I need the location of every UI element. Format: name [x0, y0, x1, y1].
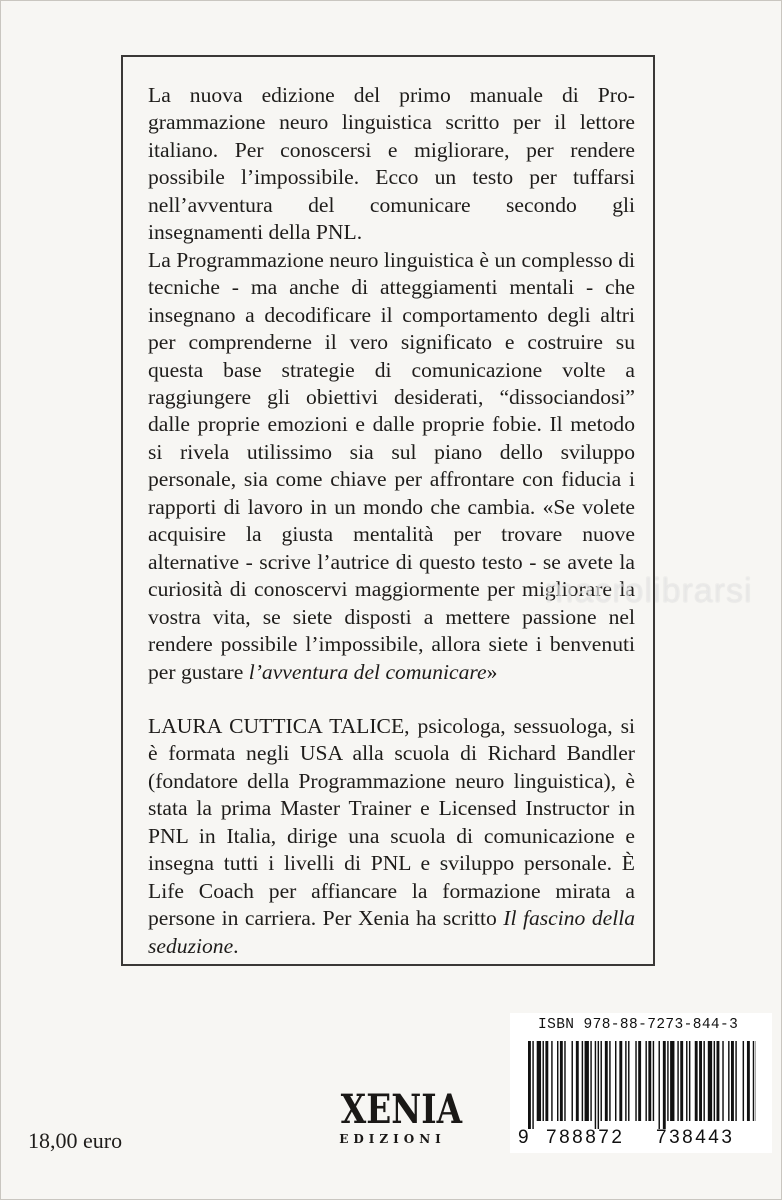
text-box-content [148, 82, 635, 960]
blurb-paragraph-1: La nuova edizione del primo manuale di Programmazione neuro linguistica scritto per il lettore italiano. Per conoscersi e migliorare, per rendere possibile l’impossibile. Ecco un testo per tuffarsi nell’avventura del comunicare secondo gli insegnamenti della PNL. [148, 83, 635, 245]
barcode-bar [717, 1041, 720, 1121]
barcode-bar [564, 1041, 565, 1121]
barcode-bar [605, 1041, 608, 1121]
barcode-bar [689, 1041, 690, 1121]
barcode-bar [677, 1041, 678, 1121]
barcode-bar [728, 1041, 729, 1121]
barcode-digits-right: 738443 [656, 1127, 735, 1148]
barcode-bar [590, 1041, 591, 1121]
barcode-bar [708, 1041, 712, 1121]
barcode-bar [576, 1041, 579, 1121]
barcode-bar [714, 1041, 715, 1121]
barcode-bar [543, 1041, 544, 1121]
barcode-bar [595, 1041, 596, 1129]
publisher-name: XENIA [340, 1086, 463, 1133]
barcode-bar [551, 1041, 552, 1121]
barcode-bar [699, 1041, 702, 1121]
watermark: macrolibrarsi [545, 572, 753, 610]
barcode-bar [747, 1041, 750, 1121]
isbn-label: ISBN 978-88-7273-844-3 [538, 1017, 739, 1033]
barcode-bar [686, 1041, 687, 1121]
barcode-bar [703, 1041, 704, 1121]
barcode-bar [680, 1041, 683, 1121]
barcode-bar [753, 1041, 754, 1121]
blurb-paragraph-2-text: La Programmazione neuro linguistica è un complesso di tecniche - ma anche di atteggiamenti mentali - che insegnano a decodificare il comportamento degli altri per comprenderne il vero significato e costruire su questa base strategie di comunicazione volte a raggiungere gli obiettivi desiderati, “dissociandosi” dalle proprie emozioni e dalle proprie fobie. Il metodo si rivela utilissimo sia sul piano dello sviluppo personale, sia come chiave per affrontare con fiducia i rapporti di lavoro in un mondo che cambia. «Se volete acquisire la giusta mentalità per trovare nuove alternative - scrive l’autrice di questo testo - se avete la curiosità di conoscervi maggiormente per migliorare la vostra vita, se siete disposti a mettere passione nel rendere possibile l’impossibile, allora siete i benvenuti per gustare [148, 247, 635, 684]
barcode-bar [601, 1041, 602, 1121]
barcode-bar [667, 1041, 668, 1121]
publisher-logo [330, 1086, 463, 1146]
barcode-bar [670, 1041, 674, 1121]
barcode-bar [731, 1041, 734, 1121]
blurb-italic-phrase: l’avventura del comunicare [248, 659, 487, 684]
barcode-bar [659, 1041, 660, 1129]
barcode-bar [695, 1041, 698, 1121]
barcode-bar [609, 1041, 610, 1121]
barcode-bar [635, 1041, 636, 1121]
author-bio [148, 713, 635, 960]
barcode-bar [528, 1041, 531, 1129]
barcode-bar [645, 1041, 646, 1121]
barcode-bar [625, 1041, 626, 1121]
blurb-closing-quote: » [486, 659, 498, 684]
barcode-bar [638, 1041, 641, 1121]
author-book-title: Il fascino della seduzione [148, 906, 635, 958]
barcode-icon [528, 1041, 756, 1129]
barcode-bar [537, 1041, 541, 1121]
barcode-digit-first: 9 [518, 1127, 529, 1148]
barcode-bar [585, 1041, 589, 1121]
publisher-sub: EDIZIONI [339, 1132, 446, 1146]
barcode-bar [743, 1041, 744, 1121]
barcode-bar [722, 1041, 723, 1121]
author-bio-text: LAURA CUTTICA TALICE, psicologa, sessuologa, si è formata negli USA alla scuola di Richard Bandler (fondatore della Programmazione neuro linguistica), è stata la prima Master Trainer e Licensed Instructor in PNL in Italia, dirige una scuola di comunicazione e insegna tutti i livelli di PNL e sviluppo personale. È Life Coach per affiancare la formazione mirata a persone in carriera. Per Xenia ha scritto [148, 713, 635, 931]
barcode-bar [557, 1041, 558, 1121]
price: 18,00 euro [28, 1128, 123, 1153]
barcode-bar [735, 1041, 736, 1121]
barcode-bar [560, 1041, 563, 1121]
barcode-bar [582, 1041, 583, 1121]
barcode-bar [572, 1041, 573, 1121]
barcode-bar [598, 1041, 599, 1129]
back-cover-text-box [121, 55, 655, 966]
barcode-bar [628, 1041, 629, 1121]
author-bio-end: . [233, 933, 239, 958]
barcode-bar [653, 1041, 654, 1121]
barcode-bar [648, 1041, 651, 1121]
isbn-barcode-block [510, 1013, 772, 1153]
paragraph-gap [148, 686, 635, 713]
blurb-paragraph-2 [148, 247, 635, 686]
barcode-bar [619, 1041, 622, 1121]
barcode-digits-left: 788872 [546, 1127, 625, 1148]
barcode-bar [663, 1041, 666, 1129]
barcode-bar [532, 1041, 533, 1129]
barcode-bar [615, 1041, 616, 1121]
barcode-bar [545, 1041, 548, 1121]
